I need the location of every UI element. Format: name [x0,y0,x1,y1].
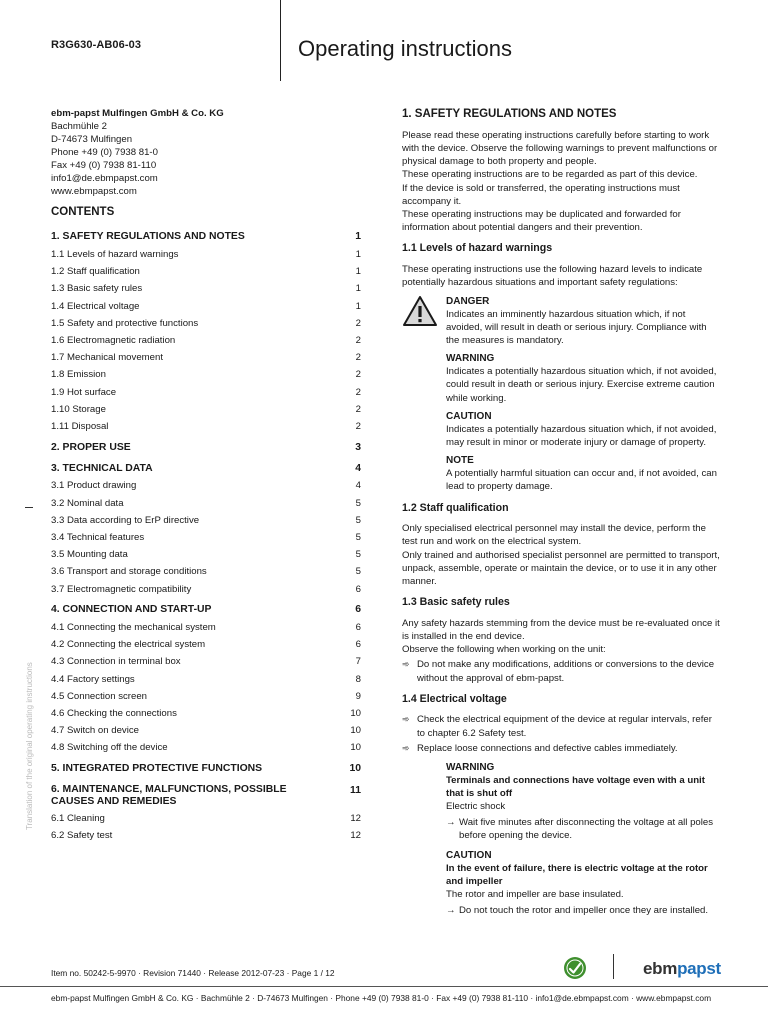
toc-label: 3.2 Nominal data [51,497,124,509]
toc-entry[interactable] [51,349,361,366]
toc-label: 1.10 Storage [51,403,106,415]
toc-entry[interactable] [51,298,361,315]
subsection-heading: 1.1 Levels of hazard warnings [402,242,553,255]
list-item [402,658,720,684]
toc-entry[interactable] [51,688,361,705]
toc-label: 6. MAINTENANCE, MALFUNCTIONS, POSSIBLE CAUSES AND REMEDIES [51,783,287,807]
paragraph: These operating instructions may be duplicated and forwarded for information about potential dangers and their prevention. [402,209,681,234]
toc-label: 3.1 Product drawing [51,480,137,492]
toc-page: 4 [355,480,361,492]
toc-entry[interactable] [51,263,361,280]
toc-page: 2 [355,352,361,364]
arrow-right-icon: ➾ [402,714,410,725]
address-city: D-74673 Mulfingen [51,134,133,145]
list-item [402,742,720,755]
logo-divider [613,954,614,979]
toc-page: 11 [350,784,361,796]
ebmpapst-logo [643,957,721,980]
toc-label: 6.2 Safety test [51,829,113,841]
toc-page: 2 [355,317,361,329]
hazard-text: Indicates an imminently hazardous situation which, if not avoided, will result in death or serious injury. Compliance with the measures is mandatory. [446,308,707,346]
toc-label: 1.9 Hot surface [51,386,117,398]
toc-label: 6.1 Cleaning [51,812,105,824]
toc-entry[interactable] [51,366,361,383]
toc-entry[interactable] [51,810,361,827]
address-email[interactable]: info1@de.ebmpapst.com [51,173,158,184]
toc-label: 3.5 Mounting data [51,549,128,561]
paragraph: Only trained and authorised specialist personnel are permitted to transport, unpack, assemble, operate or maintain the device, or to use it in any other manner. [402,549,720,587]
toc-label: 3.3 Data according to ErP directive [51,514,200,526]
paragraph: Please read these operating instructions carefully before starting to work with the device. Observe the following warnings to prevent malfunctions or physical damage to both property and people. [402,129,718,168]
toc-entry[interactable] [51,439,361,456]
warning-line: Electric shock [446,801,506,812]
list-item [402,713,720,739]
toc-label: 1. SAFETY REGULATIONS AND NOTES [51,231,245,243]
toc-page: 2 [355,403,361,415]
hazard-title: NOTE [446,455,474,467]
toc-entry[interactable] [51,782,361,810]
caution-block [446,849,720,917]
toc-page: 12 [350,829,361,841]
fold-mark [25,507,33,508]
toc-page: 2 [355,386,361,398]
list-item-text: Do not make any modifications, additions or conversions to the device without the approval of ebm-papst. [417,659,715,684]
toc-page: 2 [355,420,361,432]
toc-entry[interactable] [51,315,361,332]
hazard-title: WARNING [446,353,495,365]
translation-note: Translation of the original operating instructions [25,662,34,830]
toc-entry[interactable] [51,619,361,636]
address-web[interactable]: www.ebmpapst.com [51,186,137,197]
toc-entry[interactable] [51,581,361,598]
warning-step [446,816,720,842]
toc-label: 1.2 Staff qualification [51,266,140,278]
toc-label: 4.2 Connecting the electrical system [51,639,206,651]
toc-page: 12 [350,812,361,824]
footer-rule [0,986,768,987]
hazard-title: CAUTION [446,410,492,422]
toc-page: 10 [350,707,361,719]
toc-page: 5 [355,566,361,578]
toc-page: 5 [355,549,361,561]
toc-label: 4.5 Connection screen [51,690,147,702]
toc-page: 10 [350,742,361,754]
warning-step-text: Wait five minutes after disconnecting the voltage at all poles before opening the device. [459,817,714,842]
toc-entry[interactable] [51,563,361,580]
toc-entry[interactable] [51,602,361,619]
toc-label: 1.5 Safety and protective functions [51,317,199,329]
toc-entry[interactable] [51,495,361,512]
toc-label: 1.1 Levels of hazard warnings [51,249,179,261]
toc-entry[interactable] [51,384,361,401]
toc-entry[interactable] [51,401,361,418]
page-title: Operating instructions [298,36,512,61]
subsection-heading: 1.2 Staff qualification [402,501,509,514]
toc-label: 4.7 Switch on device [51,725,139,737]
toc-page: 3 [355,441,361,453]
toc-label: 1.11 Disposal [51,420,109,432]
toc-label: 5. INTEGRATED PROTECTIVE FUNCTIONS [51,762,263,774]
toc-page: 1 [355,266,361,278]
caution-step [446,904,720,917]
toc-page: 2 [355,369,361,381]
address-phone: Phone +49 (0) 7938 81-0 [51,147,158,158]
arrow-right-icon: → [446,817,456,829]
warning-bold-text: Terminals and connections have voltage even with a unit that is shut off [446,775,705,799]
toc-label: 1.3 Basic safety rules [51,283,143,295]
toc-entry[interactable] [51,460,361,477]
toc-label: 4. CONNECTION AND START-UP [51,604,212,616]
logo-text-part1: ebm [643,959,678,978]
toc-entry[interactable] [51,827,361,844]
header-divider [280,0,281,81]
toc-entry[interactable] [51,671,361,688]
contents-heading: CONTENTS [51,206,115,218]
warning-triangle-icon [402,295,446,348]
arrow-right-icon: ➾ [402,742,410,753]
toc-entry[interactable] [51,546,361,563]
greentech-seal-icon [563,956,587,980]
toc-label: 3. TECHNICAL DATA [51,462,153,474]
subsection-heading: 1.3 Basic safety rules [402,596,510,609]
toc-entry[interactable] [51,705,361,722]
footer-address: ebm-papst Mulfingen GmbH & Co. KG · Bachmühle 2 · D-74673 Mulfingen · Phone +49 (0) 7938 81-0 · Fax +49 (0) 7938 81-110 · info1@de.ebmpapst.com · www.ebmpapst.com [51,993,712,1003]
toc-label: 3.4 Technical features [51,532,145,544]
paragraph: If the device is sold or transferred, the operating instructions must accompany it. [402,182,680,207]
toc-label: 1.4 Electrical voltage [51,300,140,312]
toc-page: 4 [355,462,361,474]
toc-label: 4.4 Factory settings [51,673,135,685]
paragraph: Observe the following when working on the unit: [402,644,606,656]
section-heading: 1. SAFETY REGULATIONS AND NOTES [402,108,617,120]
toc-entry[interactable] [51,229,361,246]
caution-bold-text: In the event of failure, there is electric voltage at the rotor and impeller [446,862,708,887]
hazard-text: Indicates a potentially hazardous situation which, if not avoided, may result in minor or moderate injury or damage of property. [446,423,717,448]
paragraph: These operating instructions are to be regarded as part of this device. [402,169,698,181]
toc-label: 4.1 Connecting the mechanical system [51,621,216,633]
caution-step-text: Do not touch the rotor and impeller once they are installed. [459,904,709,916]
left-column [51,107,361,844]
address-fax: Fax +49 (0) 7938 81-110 [51,160,157,171]
company-name: ebm-papst Mulfingen GmbH & Co. KG [51,108,224,119]
toc-entry[interactable] [51,246,361,263]
toc-page: 5 [355,532,361,544]
caution-line: The rotor and impeller are base insulated. [446,888,624,900]
toc-page: 10 [349,762,361,774]
toc-label: 4.8 Switching off the device [51,742,168,754]
table-of-contents [51,229,361,844]
warning-block [446,761,720,843]
subsection-heading: 1.4 Electrical voltage [402,692,507,705]
arrow-right-icon: ➾ [402,659,410,670]
toc-entry[interactable] [51,636,361,653]
toc-entry[interactable] [51,280,361,297]
toc-entry[interactable] [51,529,361,546]
toc-page: 1 [355,283,361,295]
paragraph: Only specialised electrical personnel may install the device, perform the test run and work on the electrical system. [402,523,706,548]
toc-page: 7 [355,656,361,668]
toc-entry[interactable] [51,739,361,756]
toc-page: 6 [355,621,361,633]
toc-page: 2 [355,334,361,346]
logo-text-part2: papst [677,959,721,978]
hazard-caution [402,410,720,449]
toc-label: 2. PROPER USE [51,441,131,453]
toc-label: 3.6 Transport and storage conditions [51,566,207,578]
caution-title: CAUTION [446,849,492,861]
toc-page: 6 [355,583,361,595]
hazard-text: Indicates a potentially hazardous situation which, if not avoided, could result in death or serious injury. Exercise extreme caution while working. [446,366,717,404]
toc-page: 6 [355,639,361,651]
company-address [51,107,361,198]
hazard-warning [402,352,720,405]
toc-entry[interactable] [51,418,361,435]
hazard-danger [402,295,720,348]
document-info: Item no. 50242-5-9970 · Revision 71440 · Release 2012-07-23 · Page 1 / 12 [51,968,335,978]
hazard-title: DANGER [446,295,490,307]
toc-entry[interactable] [51,722,361,739]
paragraph: Any safety hazards stemming from the device must be re-evaluated once it is installed in the end device. [402,617,720,642]
toc-label: 1.6 Electromagnetic radiation [51,334,176,346]
toc-entry[interactable] [51,760,361,777]
toc-page: 1 [355,231,361,243]
toc-page: 10 [350,725,361,737]
toc-page: 9 [355,690,361,702]
product-code: R3G630-AB06-03 [51,39,142,51]
toc-page: 6 [355,604,361,616]
toc-page: 8 [355,673,361,685]
address-street: Bachmühle 2 [51,121,107,132]
toc-label: 1.8 Emission [51,369,106,381]
list-item-text: Check the electrical equipment of the device at regular intervals, refer to chapter 6.2 Safety test. [417,714,712,739]
toc-entry[interactable] [51,653,361,670]
toc-entry[interactable] [51,512,361,529]
paragraph: These operating instructions use the following hazard levels to indicate potentially hazardous situations and important safety regulations: [402,264,703,289]
hazard-text: A potentially harmful situation can occur and, if not avoided, can lead to property damage. [446,468,717,493]
toc-entry[interactable] [51,477,361,494]
warning-title: WARNING [446,762,495,773]
toc-page: 5 [355,497,361,509]
toc-label: 3.7 Electromagnetic compatibility [51,583,192,595]
arrow-right-icon: → [446,904,456,916]
toc-label: 4.3 Connection in terminal box [51,656,181,668]
toc-label: 1.7 Mechanical movement [51,352,163,364]
toc-page: 5 [355,514,361,526]
toc-label: 4.6 Checking the connections [51,707,177,719]
toc-page: 1 [355,249,361,261]
toc-page: 1 [355,300,361,312]
list-item-text: Replace loose connections and defective cables immediately. [417,742,678,754]
hazard-note [402,454,720,493]
right-column [402,107,720,917]
toc-entry[interactable] [51,332,361,349]
